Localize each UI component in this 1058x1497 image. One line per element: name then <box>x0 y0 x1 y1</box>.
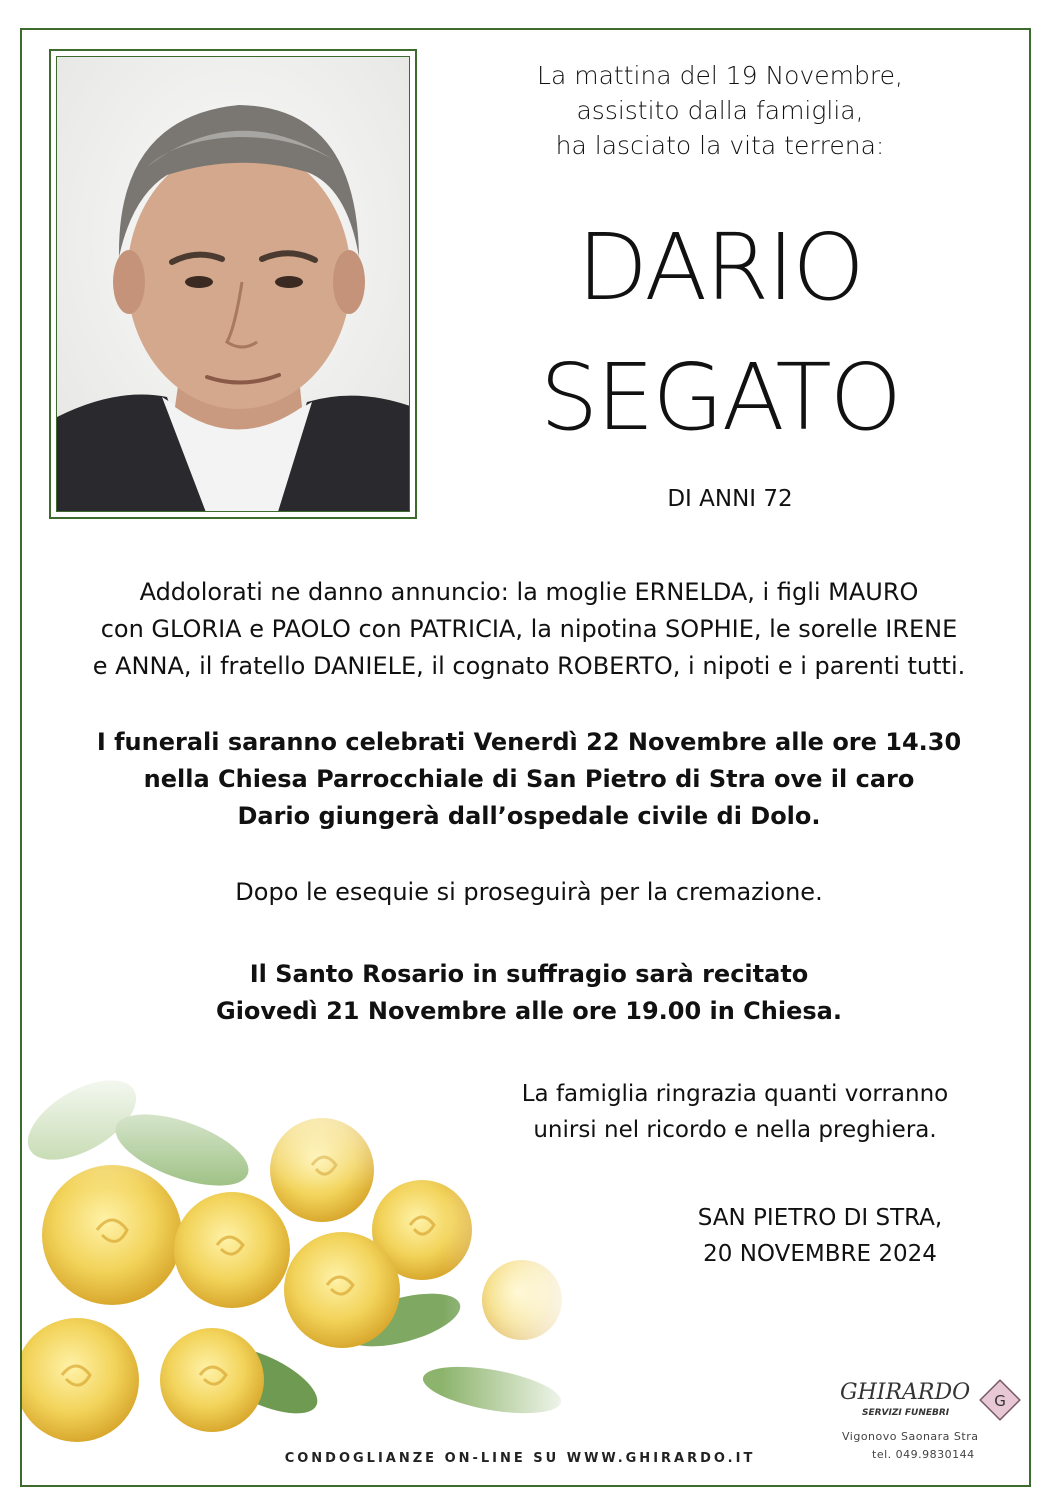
place-and-date <box>650 1200 990 1272</box>
intro-line: ha lasciato la vita terrena: <box>555 131 885 160</box>
diamond-g-logo-icon <box>978 1378 1022 1422</box>
date-line: 20 NOVEMBRE 2024 <box>703 1241 937 1267</box>
family-announcement <box>40 574 1018 685</box>
rosary-line: Il Santo Rosario in suffragio sarà recitato <box>249 960 809 988</box>
funeral-line: nella Chiesa Parrocchiale di San Pietro di Stra ove il caro <box>143 765 915 793</box>
deceased-first-name: DARIO <box>577 214 863 321</box>
logo-towns: Vigonovo Saonara Stra <box>842 1430 979 1443</box>
funeral-line: I funerali saranno celebrati Venerdì 22 Novembre alle ore 14.30 <box>96 728 962 756</box>
family-thanks <box>470 1076 1000 1148</box>
rosary-info <box>40 956 1018 1030</box>
thanks-line: La famiglia ringrazia quanti vorranno <box>521 1081 949 1107</box>
intro-line: La mattina del 19 Novembre, <box>537 61 903 90</box>
portrait-photo <box>56 56 410 512</box>
logo-name: GHIRARDO <box>840 1380 971 1405</box>
logo-mark-letter: G <box>994 1392 1006 1410</box>
place-line: SAN PIETRO DI STRA, <box>697 1205 943 1231</box>
intro-line: assistito dalla famiglia, <box>576 96 864 125</box>
logo-phone: tel. 049.9830144 <box>872 1448 975 1461</box>
logo-subtitle: SERVIZI FUNEBRI <box>862 1408 950 1418</box>
funeral-home-logo <box>830 1376 1030 1466</box>
announcement-line: Addolorati ne danno annuncio: la moglie ERNELDA, i figli MAURO <box>139 578 919 606</box>
condolences-footer: CONDOGLIANZE ON-LINE SU WWW.GHIRARDO.IT <box>284 1451 756 1466</box>
announcement-line: con GLORIA e PAOLO con PATRICIA, la nipotina SOPHIE, le sorelle IRENE <box>100 615 958 643</box>
announcement-line: e ANNA, il fratello DANIELE, il cognato ROBERTO, i nipoti e i parenti tutti. <box>92 652 966 680</box>
cremation-note: Dopo le esequie si proseguirà per la cremazione. <box>235 878 823 906</box>
intro-text <box>460 58 980 163</box>
funeral-line: Dario giungerà dall’ospedale civile di Dolo. <box>237 802 821 830</box>
portrait-frame <box>49 49 417 519</box>
funeral-info <box>40 724 1018 835</box>
deceased-last-name: SEGATO <box>539 344 901 451</box>
thanks-line: unirsi nel ricordo e nella preghiera. <box>533 1117 937 1143</box>
age-label: DI ANNI 72 <box>667 486 793 512</box>
rosary-line: Giovedì 21 Novembre alle ore 19.00 in Chiesa. <box>216 997 842 1025</box>
